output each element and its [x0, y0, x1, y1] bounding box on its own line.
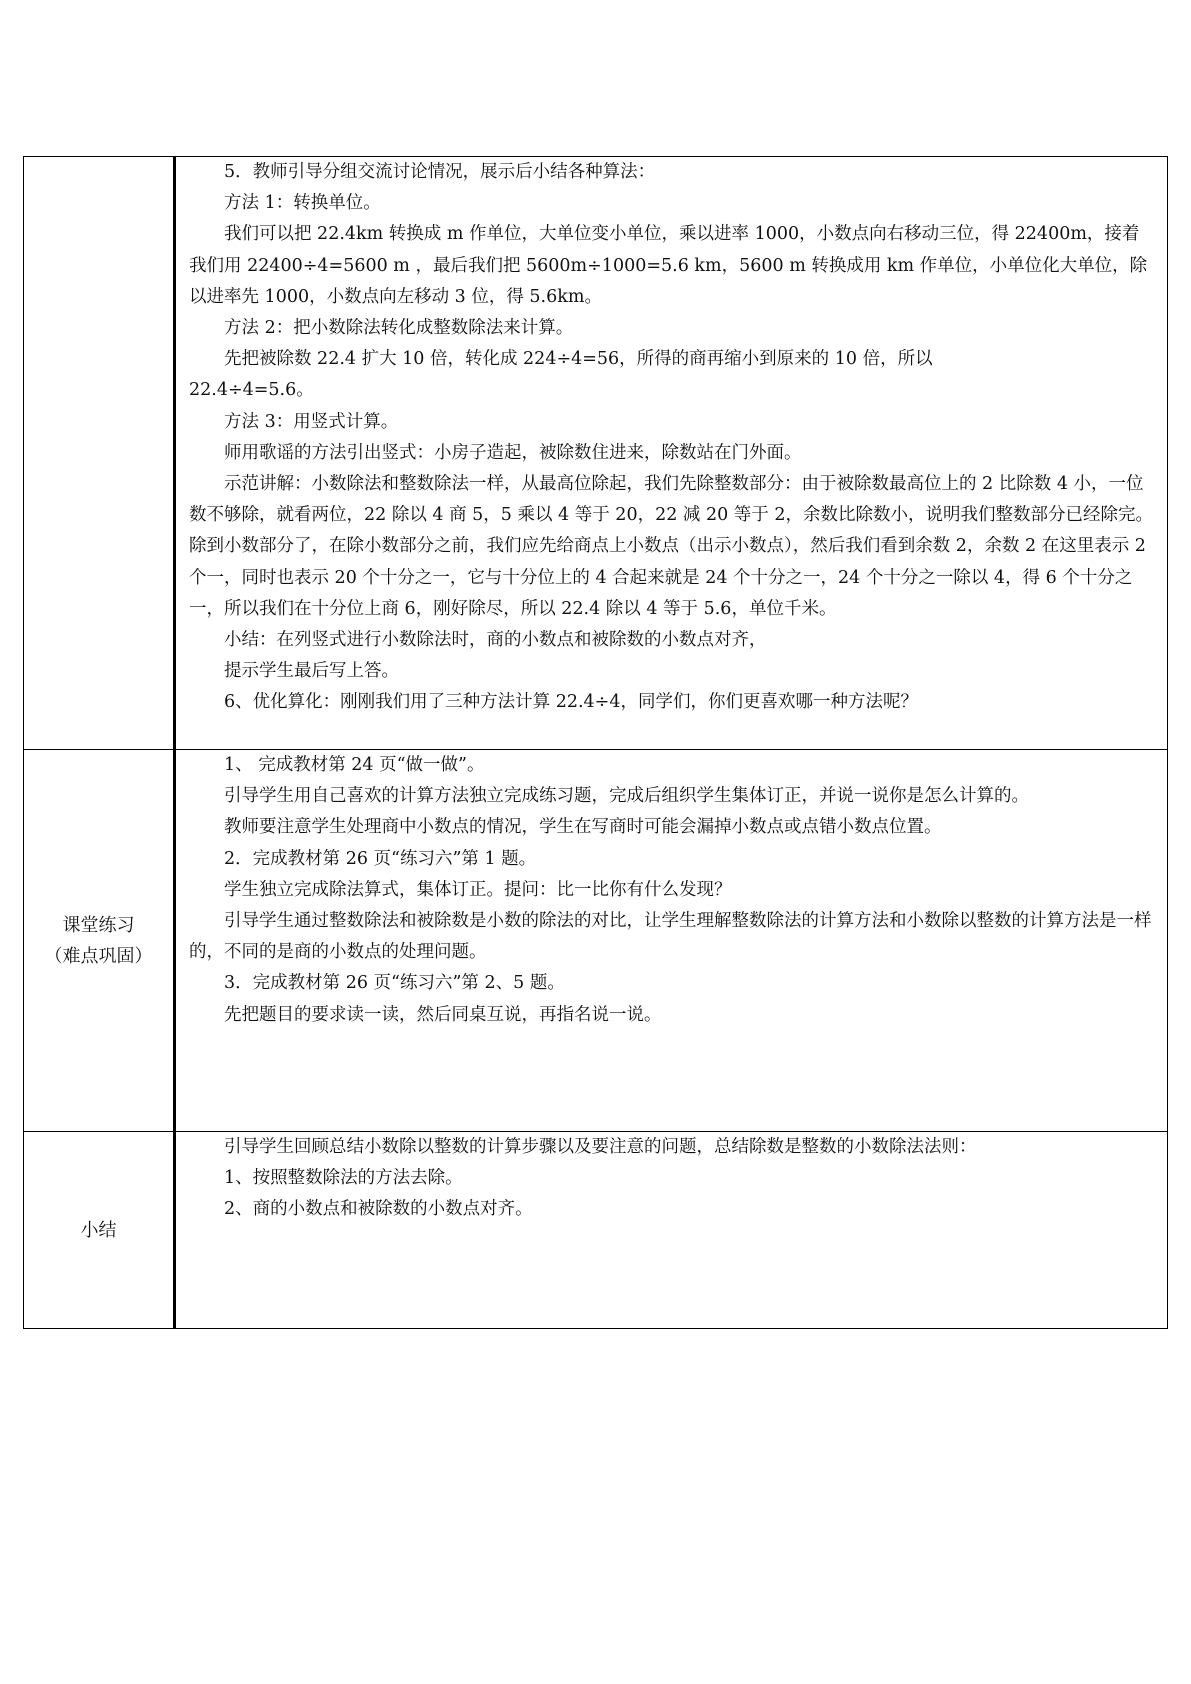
paragraph: 2．完成教材第 26 页“练习六”第 1 题。: [224, 848, 537, 869]
paragraph: 方法 2：把小数除法转化成整数除法来计算。: [224, 318, 574, 339]
row-label: 课堂练习: [62, 914, 135, 936]
paragraph: 示范讲解：小数除法和整数除法一样，从最高位除起，我们先除整数部分：由于被除数最高位上的 2 比除数 4 小，一位数不够除，就看两位，22 除以 4 商 5，5 乘以 4 等于 20，22 减 20 等于 2，余数比除数小，说明我们整数部分已经除完。除到小数部分了，在除小数部分之前，我们应先给商点上小数点（出示小数点），然后我们看到余数 2，余数 2 在这里表示 2 个一，同时也表示 20 个十分之一，它与十分位上的 4 合起来就是 24 个十分之一，24 个十分之一除以 4，得 6 个十分之一，所以我们在十分位上商 6，刚好除尽，所以 22.4 除以 4 等于 5.6，单位千米。: [189, 474, 1153, 619]
paragraph: 6、优化算化：刚刚我们用了三种方法计算 22.4÷4，同学们，你们更喜欢哪一种方法呢？: [224, 692, 918, 713]
paragraph: 师用歌谣的方法引出竖式：小房子造起，被除数住进来，除数站在门外面。: [224, 442, 802, 463]
paragraph: 1、按照整数除法的方法去除。: [224, 1168, 463, 1189]
paragraph: 方法 3：用竖式计算。: [224, 411, 399, 432]
table-row-summary: [24, 1132, 1168, 1329]
paragraph: 提示学生最后写上答。: [224, 661, 399, 682]
row-label-sub: （难点巩固）: [44, 945, 153, 967]
row-label-cell: [24, 1132, 175, 1329]
paragraph: 学生独立完成除法算式，集体订正。提问：比一比你有什么发现？: [224, 879, 732, 900]
paragraph: 我们可以把 22.4km 转换成 m 作单位，大单位变小单位，乘以进率 1000，小数点向右移动三位，得 22400m，接着我们用 22400÷4=5600 m ，最后我们把 5600m÷1000=5.6 km，5600 m 转换成用 km 作单位，小单位化大单位，除以进率先 1000，小数点向左移动 3 位，得 5.6km。: [189, 224, 1148, 307]
paragraph: 引导学生用自己喜欢的计算方法独立完成练习题，完成后组织学生集体订正，并说一说你是怎么计算的。: [224, 786, 1029, 807]
content-cell-methods: [175, 157, 1168, 750]
row-label-cell: [24, 750, 175, 1132]
paragraph: 5．教师引导分组交流讨论情况，展示后小结各种算法：: [224, 162, 656, 182]
row-label-cell: [24, 157, 175, 750]
paragraph: 22.4÷4=5.6。: [189, 380, 314, 401]
lesson-plan-table: [23, 156, 1168, 1329]
paragraph: 先把被除数 22.4 扩大 10 倍，转化成 224÷4=56，所得的商再缩小到原来的 10 倍，所以: [224, 349, 933, 370]
paragraph: 3．完成教材第 26 页“练习六”第 2、5 题。: [224, 973, 565, 994]
row-label: 小结: [80, 1219, 117, 1241]
paragraph: 教师要注意学生处理商中小数点的情况，学生在写商时可能会漏掉小数点或点错小数点位置。: [224, 817, 942, 838]
content-cell-practice: [175, 750, 1168, 1132]
paragraph: 小结：在列竖式进行小数除法时，商的小数点和被除数的小数点对齐，: [224, 630, 767, 651]
paragraph: 先把题目的要求读一读，然后同桌互说，再指名说一说。: [224, 1004, 662, 1025]
table-row-methods: [24, 157, 1168, 750]
paragraph: 方法 1：转换单位。: [224, 193, 381, 214]
content-cell-summary: [175, 1132, 1168, 1329]
paragraph: 引导学生回顾总结小数除以整数的计算步骤以及要注意的问题，总结除数是整数的小数除法法则：: [224, 1137, 977, 1157]
paragraph: 1、 完成教材第 24 页“做一做”。: [224, 755, 485, 775]
paragraph: 2、商的小数点和被除数的小数点对齐。: [224, 1199, 533, 1220]
paragraph: 引导学生通过整数除法和被除数是小数的除法的对比，让学生理解整数除法的计算方法和小数除以整数的计算方法是一样的，不同的是商的小数点的处理问题。: [189, 911, 1152, 963]
table-row-practice: [24, 750, 1168, 1132]
